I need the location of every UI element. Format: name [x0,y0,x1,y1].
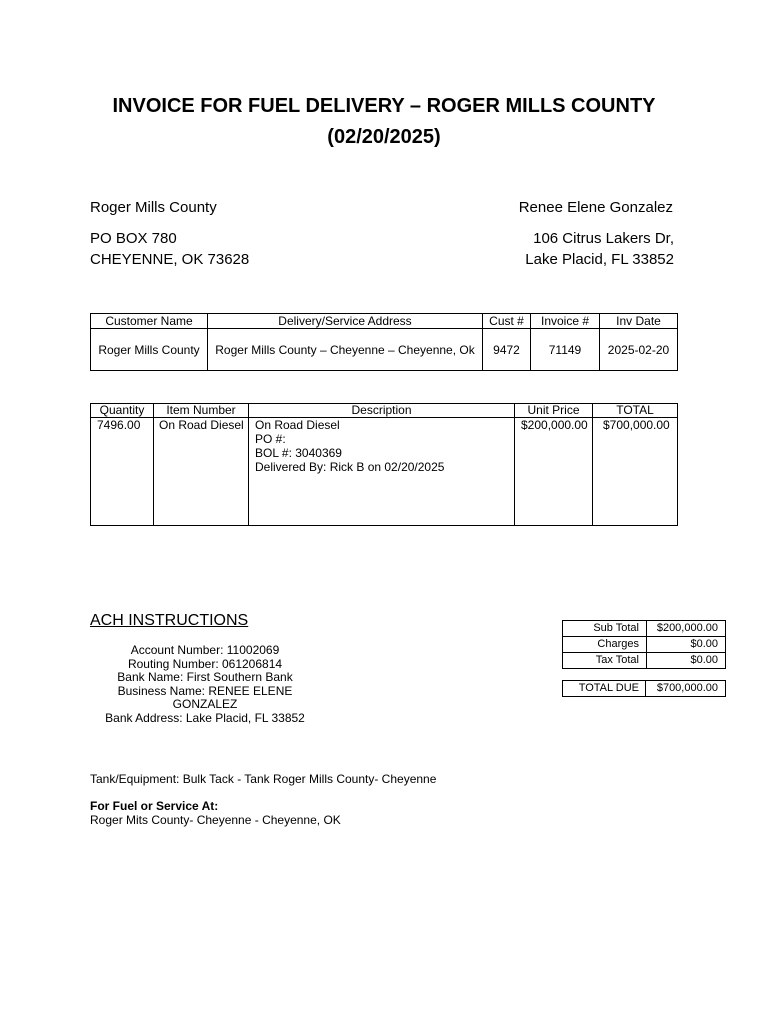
column-header: Delivery/Service Address [208,314,483,329]
charges-value: $0.00 [647,637,726,653]
subtotal-value: $200,000.00 [647,621,726,637]
description-line: On Road Diesel [255,418,340,432]
total-due-label: TOTAL DUE [563,681,646,697]
column-header: Inv Date [600,314,678,329]
tank-equipment: Tank/Equipment: Bulk Tack - Tank Roger Mills County- Cheyenne [90,772,437,786]
subtotal-label: Sub Total [563,621,647,637]
unit-price-cell: $200,000.00 [515,418,593,526]
title-line-1: INVOICE FOR FUEL DELIVERY – ROGER MILLS COUNTY [112,95,656,117]
bill-to-name: Roger Mills County [90,199,217,216]
routing-number: Routing Number: 061206814 [127,656,283,671]
total-due-table [562,680,726,697]
summary-row [563,637,726,653]
total-due-value: $700,000.00 [646,681,726,697]
bank-name: Bank Name: First Southern Bank [117,670,293,684]
delivery-address-cell: Roger Mills County – Cheyenne – Cheyenne, Ok [208,329,483,371]
column-header: Quantity [91,404,154,418]
bill-to-line2: CHEYENNE, OK 73628 [90,251,250,268]
service-location: Roger Mits County- Cheyenne - Cheyenne, OK [90,813,341,827]
invoice-number-cell: 71149 [531,329,600,371]
line-items-table [90,403,678,526]
inv-date-cell: 2025-02-20 [600,329,678,371]
ach-details [90,644,320,725]
description-line: PO #: [255,432,286,446]
column-header: Invoice # [531,314,600,329]
ach-heading: ACH INSTRUCTIONS [90,612,249,629]
table-row [91,329,678,371]
cust-number-cell: 9472 [483,329,531,371]
invoice-title [0,91,768,153]
account-number: Account Number: 11002069 [130,643,280,657]
tax-value: $0.00 [647,653,726,669]
column-header: Customer Name [91,314,208,329]
business-name: Business Name: RENEE ELENE GONZALEZ [117,683,293,711]
service-label: For Fuel or Service At: [90,799,219,813]
charges-label: Charges [563,637,647,653]
description-line: BOL #: 3040369 [255,446,342,460]
total-cell: $700,000.00 [593,418,678,526]
column-header: Item Number [154,404,249,418]
table-header-row [91,314,678,329]
column-header: Cust # [483,314,531,329]
bill-to-line1: PO BOX 780 [90,230,177,247]
description-cell [249,418,515,526]
column-header: TOTAL [593,404,678,418]
quantity-cell: 7496.00 [91,418,154,526]
title-line-2: (02/20/2025) [327,126,441,148]
bank-address: Bank Address: Lake Placid, FL 33852 [105,710,305,725]
customer-info-table [90,313,678,371]
summary-table [562,620,726,669]
tax-label: Tax Total [563,653,647,669]
summary-row [563,653,726,669]
table-row [91,418,678,526]
customer-name-cell: Roger Mills County [91,329,208,371]
item-number-cell: On Road Diesel [154,418,249,526]
description-line: Delivered By: Rick B on 02/20/2025 [255,460,445,474]
summary-row [563,621,726,637]
column-header: Unit Price [515,404,593,418]
column-header: Description [249,404,515,418]
vendor-name: Renee Elene Gonzalez [518,199,673,216]
vendor-block [519,197,674,270]
summary-row [563,681,726,697]
vendor-line1: 106 Citrus Lakers Dr, [533,230,674,247]
table-header-row [91,404,678,418]
bill-to-block [90,197,249,270]
vendor-line2: Lake Placid, FL 33852 [525,251,674,268]
